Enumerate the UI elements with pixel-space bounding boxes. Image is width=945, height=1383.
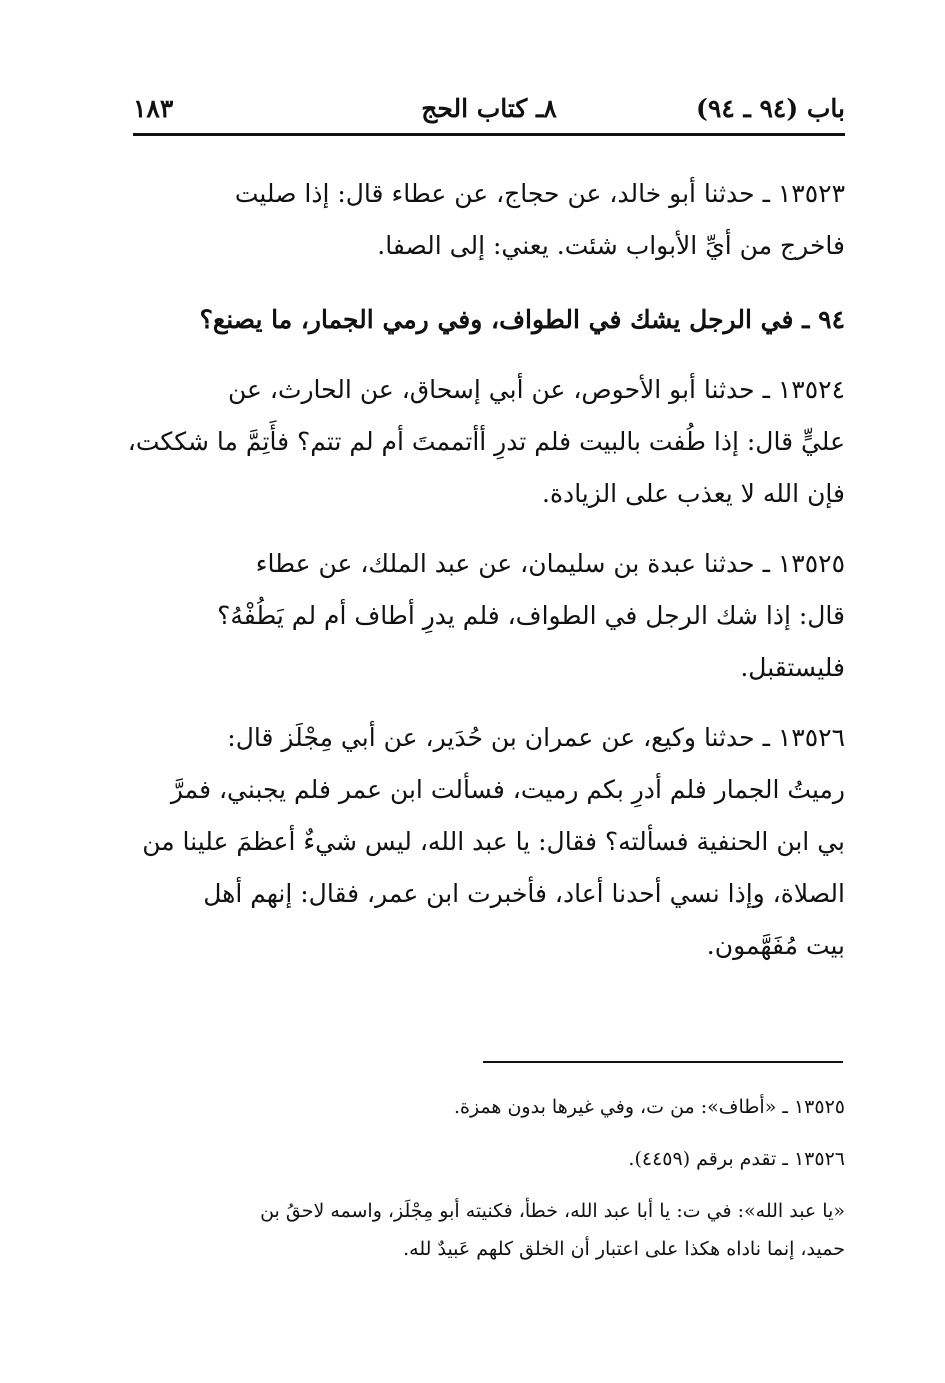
text-line: بي ابن الحنفية فسألته؟ فقال: يا عبد الله، ليس شيءٌ أعظمَ علينا من <box>142 827 845 856</box>
footnotes <box>133 1088 845 1282</box>
page-number: ١٨٣ <box>133 93 174 123</box>
footnote-line: حميد، إنما ناداه هكذا على اعتبار أن الخلق كلهم عَبيدٌ لله. <box>403 1238 845 1260</box>
text-line: ١٣٥٢٥ ـ حدثنا عبدة بن سليمان، عن عبد الملك، عن عطاء <box>255 549 845 578</box>
hadith-13525 <box>133 538 845 694</box>
text-line: ١٣٥٢٤ ـ حدثنا أبو الأحوص، عن أبي إسحاق، عن الحارث، عن <box>227 375 845 404</box>
header-chapter: باب (٩٤ ـ ٩٤) <box>696 93 845 123</box>
page-header <box>133 88 845 128</box>
hadith-13523 <box>133 168 845 272</box>
text-line: فإن الله لا يعذب على الزيادة. <box>542 479 845 508</box>
header-rule <box>133 133 845 136</box>
section-heading: ٩٤ ـ في الرجل يشك في الطواف، وفي رمي الجمار، ما يصنع؟ <box>199 305 845 334</box>
text-line: فاخرج من أيِّ الأبواب شئت. يعني: إلى الصفا. <box>377 231 845 260</box>
text-line: بيت مُفَهَّمون. <box>706 931 845 960</box>
header-book-title: ٨ـ كتاب الحج <box>421 93 557 123</box>
text-line: ١٣٥٢٦ ـ حدثنا وكيع، عن عمران بن حُدَير، عن أبي مِجْلَز قال: <box>227 723 845 752</box>
text-line: رميتُ الجمار فلم أدرِ بكم رميت، فسألت ابن عمر فلم يجبني، فمرَّ <box>170 775 845 804</box>
footnote-abdullah <box>133 1192 845 1268</box>
text-line: عليٍّ قال: إذا طُفت بالبيت فلم تدرِ أأتممتَ أم لم تتم؟ فأَتِمَّ ما شككت، <box>127 427 845 456</box>
text-line: قال: إذا شك الرجل في الطواف، فلم يدرِ أطاف أم لم يَطُفْهُ؟ <box>217 601 845 630</box>
text-line: فليستقبل. <box>740 653 845 682</box>
footnote-rule <box>483 1061 843 1063</box>
footnote-13525: ١٣٥٢٥ ـ «أطاف»: من ت، وفي غيرها بدون همزة. <box>453 1096 845 1118</box>
text-line: الصلاة، وإذا نسي أحدنا أعاد، فأخبرت ابن عمر، فقال: إنهم أهل <box>203 879 845 908</box>
hadith-13526 <box>133 712 845 972</box>
main-text <box>127 168 845 972</box>
footnote-13526: ١٣٥٢٦ ـ تقدم برقم (٤٤٥٩). <box>628 1148 845 1170</box>
hadith-13524 <box>127 364 845 520</box>
text-line: ١٣٥٢٣ ـ حدثنا أبو خالد، عن حجاج، عن عطاء قال: إذا صليت <box>234 179 845 208</box>
footnote-line: «يا عبد الله»: في ت: يا أبا عبد الله، خطأ، فكنيته أبو مِجْلَز، واسمه لاحقُ بن <box>260 1200 845 1222</box>
